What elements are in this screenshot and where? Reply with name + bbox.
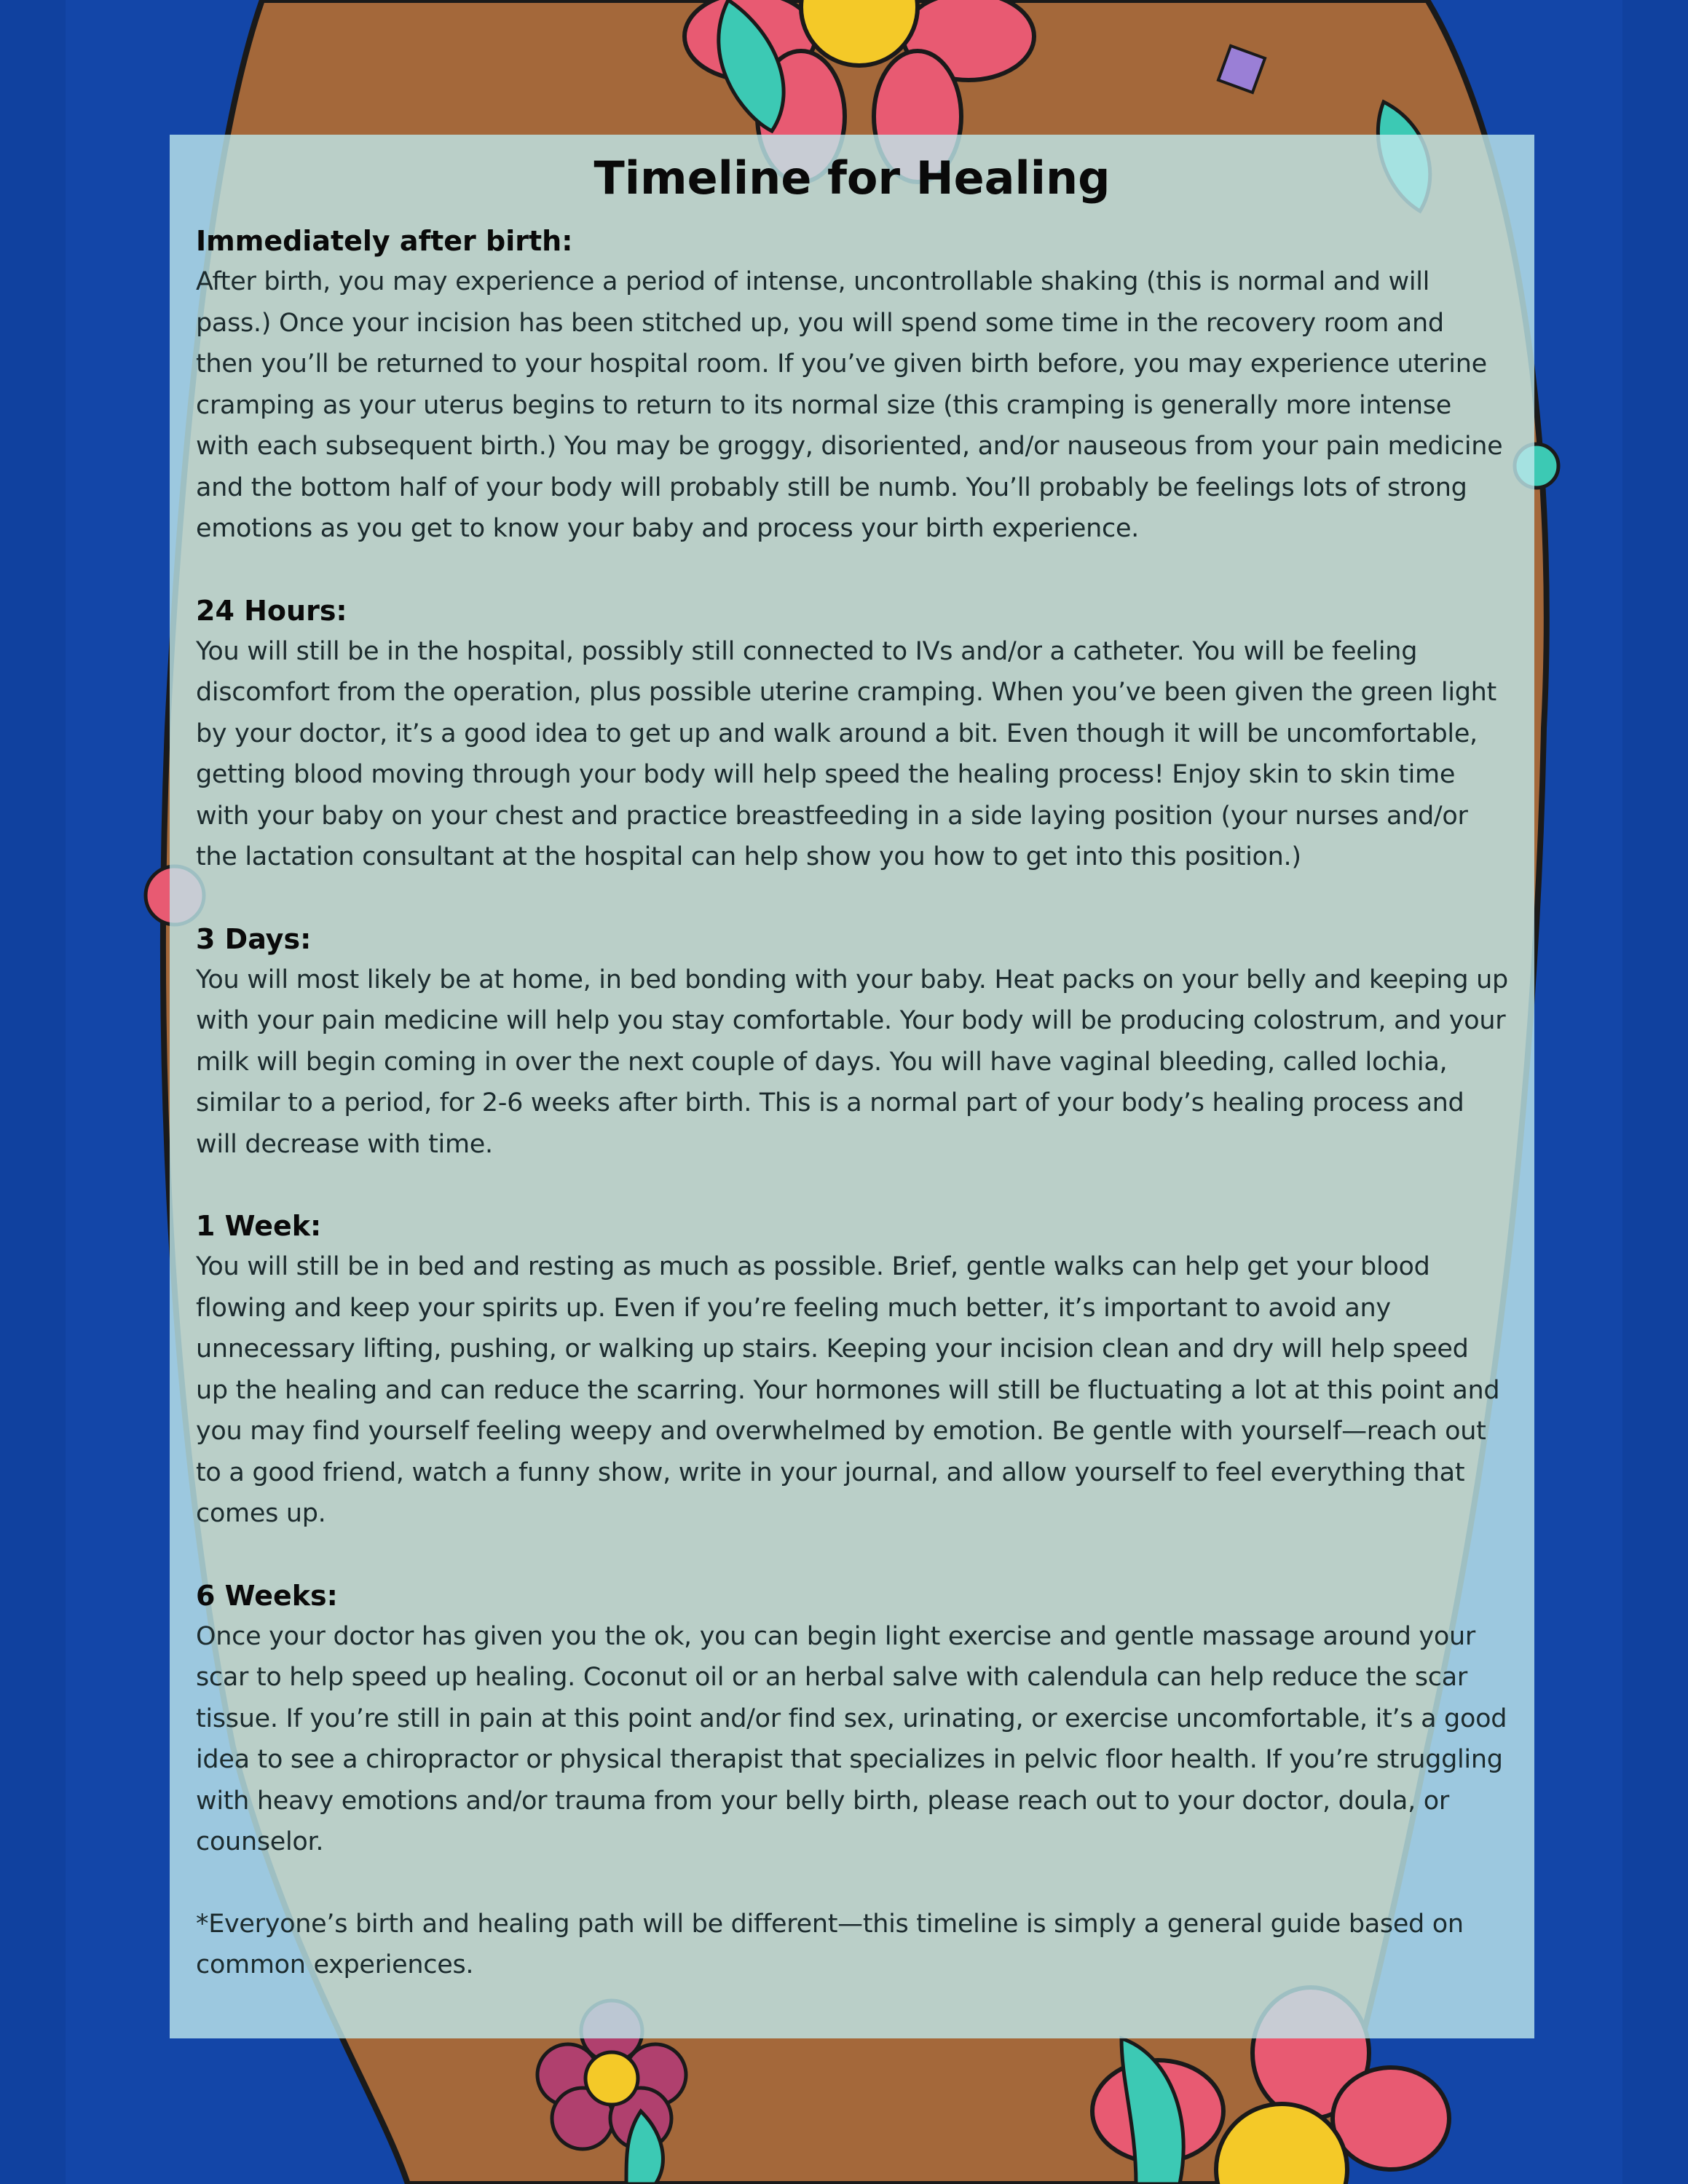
section-heading: 24 Hours: [196,594,347,627]
section-heading: 6 Weeks: [196,1579,338,1612]
section-body: You will still be in bed and resting as much as possible. Brief, gentle walks can help get your blood flowing and keep your spirits up. Even if you’re feeling much better, it’s important to avoid any unnecessary lifting, pushing, or walking up stairs. Keeping your incision clean and dry will help speed up the healing and can reduce the scarring. Your hormones will still be fluctuating a lot at this point and you may find yourself feeling weepy and overwhelmed by emotion. Be gentle with yourself—reach out to a good friend, watch a funny show, write in your journal, and allow yourself to feel everything that comes up. [196,1252,1500,1528]
section-immediately-after-birth [196,221,1508,550]
section-body: Once your doctor has given you the ok, you can begin light exercise and gentle massage around your scar to help speed up healing. Coconut oil or an herbal salve with calendula can help reduce the scar tissue. If you’re still in pain at this point and/or find sex, urinating, or exercise uncomfortable, it’s a good idea to see a chiropractor or physical therapist that specializes in pelvic floor health. If you’re struggling with heavy emotions and/or trauma from your belly birth, please reach out to your doctor, doula, or counselor. [196,1621,1507,1856]
section-body: After birth, you may experience a period of intense, uncontrollable shaking (this is normal and will pass.) Once your incision has been stitched up, you will spend some time in the recovery room and then you’ll be returned to your hospital room. If you’ve given birth before, you may experience uterine cramping as your uterus begins to return to its normal size (this cramping is generally more intense with each subsequent birth.) You may be groggy, disoriented, and/or nauseous from your pain medicine and the bottom half of your body will probably still be numb. You’ll probably be feelings lots of strong emotions as you get to know your baby and process your birth experience. [196,267,1503,543]
text-panel [170,135,1534,2038]
section-1-week [196,1206,1508,1535]
section-heading: 1 Week: [196,1210,322,1242]
section-body: You will most likely be at home, in bed bonding with your baby. Heat packs on your belly and keeping up with your pain medicine will help you stay comfortable. Your body will be producing colostrum, and your milk will begin coming in over the next couple of days. You will have vaginal bleeding, called lochia, similar to a period, for 2-6 weeks after birth. This is a normal part of your body’s healing process and will decrease with time. [196,965,1508,1159]
footnote: *Everyone’s birth and healing path will be different—this timeline is simply a general guide based on common experiences. [196,1909,1464,1979]
section-heading: Immediately after birth: [196,225,573,257]
page-title: Timeline for Healing [593,151,1111,205]
section-body: You will still be in the hospital, possibly still connected to IVs and/or a catheter. You will be feeling discomfort from the operation, plus possible uterine cramping. When you’ve been given the green light by your doctor, it’s a good idea to get up and walk around a bit. Even though it will be uncomfortable, getting blood moving through your body will help speed the healing process! Enjoy skin to skin time with your baby on your chest and practice breastfeeding in a side laying position (your nurses and/or the lactation consultant at the hospital can help show you how to get into this position.) [196,636,1496,871]
section-24-hours [196,590,1508,878]
section-3-days [196,919,1508,1166]
section-heading: 3 Days: [196,922,312,955]
section-6-weeks [196,1575,1508,1863]
